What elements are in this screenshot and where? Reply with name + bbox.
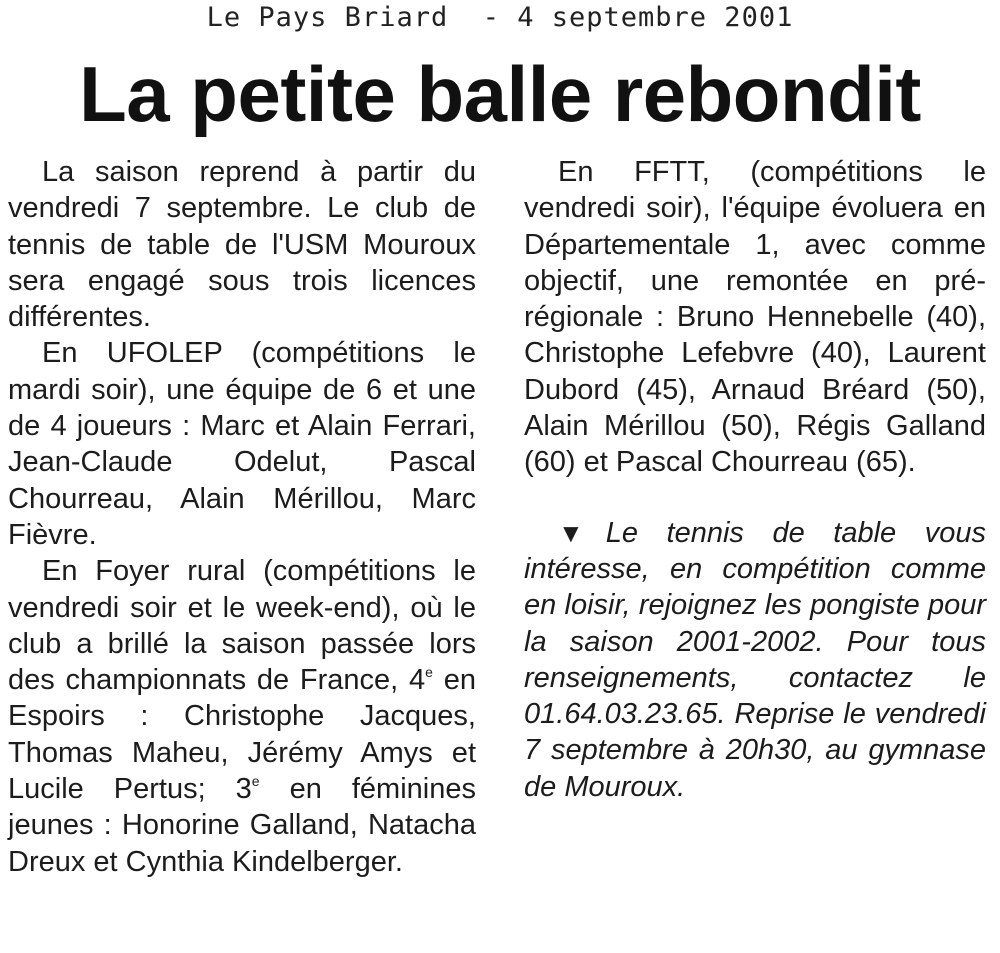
- paragraph-intro: La saison reprend à partir du vendredi 7 septembre. Le club de tennis de table de l'USM Mouroux sera engagé sous trois licences différentes.: [8, 156, 476, 334]
- ordinal-suffix: e: [251, 773, 260, 790]
- publication-name: Le Pays Briard: [206, 2, 449, 33]
- left-column: [8, 154, 476, 880]
- paragraph-fftt: En FFTT, (compétitions le vendredi soir), l'équipe évoluera en Départementale 1, avec comme objectif, une remontée en pré-régionale : Bruno Hennebelle (40), Christophe Lefebvre (40), Laurent Dubord (45), Arnaud Bréard (50), Alain Mérillou (50), Régis Galland (60) et Pascal Chourreau (65).: [524, 156, 986, 479]
- source-line: [0, 2, 1000, 33]
- info-text: Le tennis de table vous intéresse, en compétition comme en loisir, rejoignez les pongiste pour la saison 2001-2002. Pour tous renseignements, contactez le 01.64.03.23.65. Reprise le vendredi 7 septembre à 20h30, au gymnase de Mouroux.: [524, 516, 986, 803]
- headline: La petite balle rebondit: [79, 50, 921, 138]
- publication-date: - 4 septembre 2001: [482, 2, 794, 33]
- foyer-text-part-1: En Foyer rural (compétitions le vendredi soir et le week-end), où le club a brillé la saison passée lors des championnats de France, 4: [8, 555, 476, 697]
- info-box: [524, 515, 986, 805]
- foyer-text-part-3: en féminines jeunes : Honorine Galland, Natacha Dreux et Cynthia Kindelberger.: [8, 773, 476, 878]
- foyer-text-part-2: en Espoirs : Christophe Jacques, Thomas Maheu, Jérémy Amys et Lucile Pertus; 3: [8, 664, 476, 806]
- paragraph-ufolep: En UFOLEP (compétitions le mardi soir), une équipe de 6 et une de 4 joueurs : Marc et Alain Ferrari, Jean-Claude Odelut, Pascal Chourreau, Alain Mérillou, Marc Fièvre.: [8, 337, 476, 551]
- paragraph-foyer-rural: [8, 553, 476, 880]
- right-column: [524, 154, 986, 805]
- triangle-down-icon: ▼: [558, 517, 584, 548]
- ordinal-suffix: e: [425, 664, 433, 681]
